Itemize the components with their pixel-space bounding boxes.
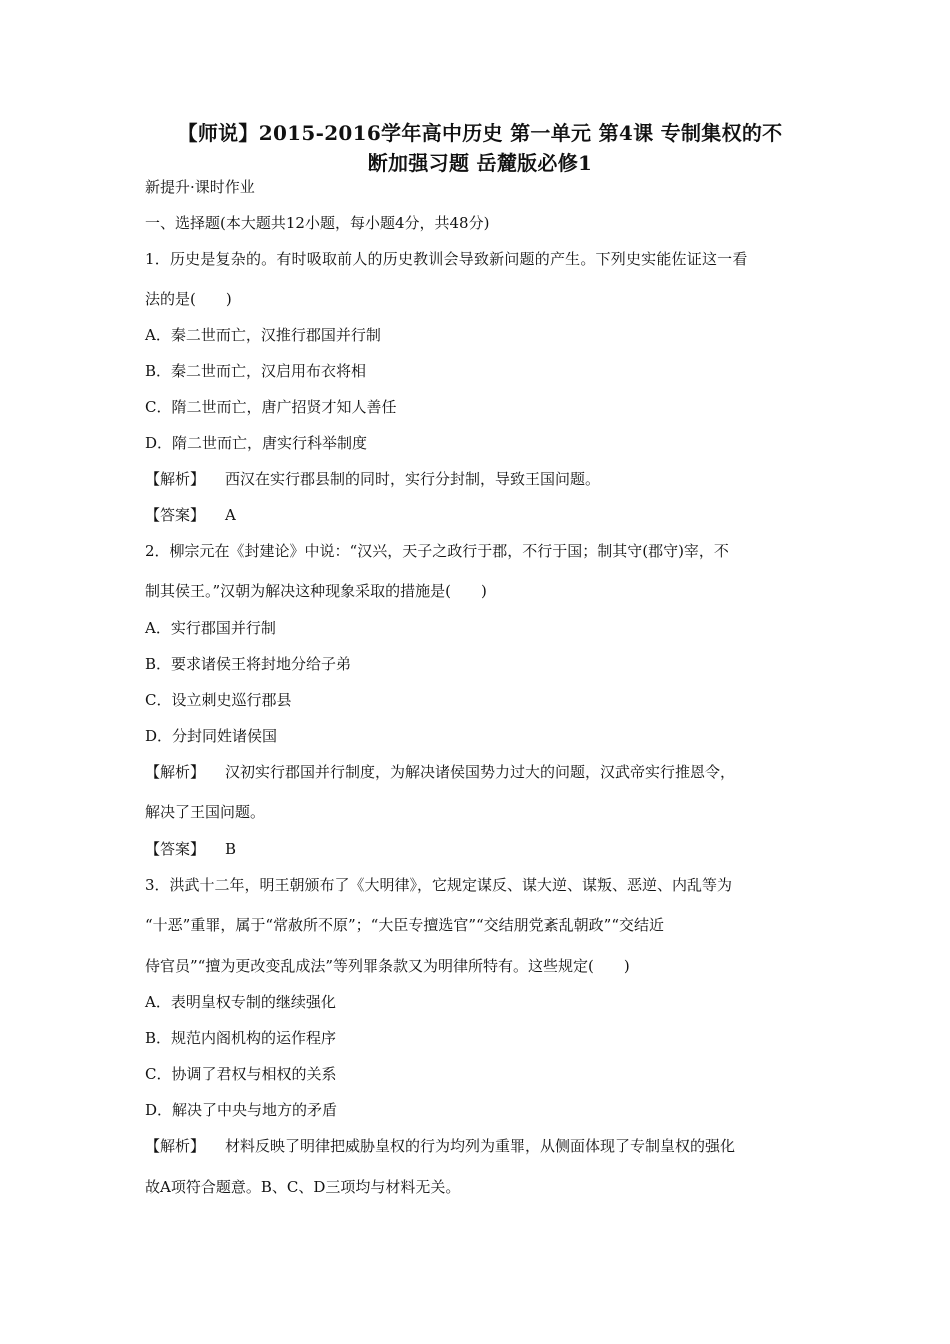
question-2-option-b: B．要求诸侯王将封地分给子弟 xyxy=(145,655,352,673)
title-line-1: 【师说】2015-2016学年高中历史 第一单元 第4课 专制集权的不 xyxy=(177,121,783,145)
analysis-text: 西汉在实行郡县制的同时，实行分封制，导致王国问题。 xyxy=(225,470,601,488)
answer-label: 【答案】 xyxy=(145,840,206,858)
question-2-option-c: C．设立刺史巡行郡县 xyxy=(145,691,292,709)
question-3-option-d: D．解决了中央与地方的矛盾 xyxy=(145,1101,338,1119)
question-3-option-c: C．协调了君权与相权的关系 xyxy=(145,1065,337,1083)
question-3-option-b: B．规范内阁机构的运作程序 xyxy=(145,1029,337,1047)
question-1-option-d: D．隋二世而亡，唐实行科举制度 xyxy=(145,434,368,452)
question-1-stem-line-2: 法的是( ) xyxy=(145,290,232,308)
question-3-analysis xyxy=(145,1135,735,1157)
question-3-option-a: A．表明皇权专制的继续强化 xyxy=(145,993,336,1011)
section-heading: 一、选择题(本大题共12小题，每小题4分，共48分) xyxy=(145,214,490,232)
question-1-option-c: C．隋二世而亡，唐广招贤才知人善任 xyxy=(145,398,397,416)
question-2-answer xyxy=(145,838,236,860)
title-line-2: 断加强习题 岳麓版必修1 xyxy=(367,151,593,175)
question-3-stem-line-3: 侍官员”“擅为更改变乱成法”等列罪条款又为明律所特有。这些规定( ) xyxy=(145,957,630,975)
answer-value: B xyxy=(225,840,237,858)
analysis-text: 材料反映了明律把威胁皇权的行为均列为重罪，从侧面体现了专制皇权的强化 xyxy=(225,1137,736,1155)
question-1-analysis xyxy=(145,468,600,490)
analysis-label: 【解析】 xyxy=(145,470,206,488)
subtitle: 新提升·课时作业 xyxy=(145,178,255,196)
question-2-stem-line-2: 制其侯王。”汉朝为解决这种现象采取的措施是( ) xyxy=(145,582,487,600)
question-1-stem-line-1: 1．历史是复杂的。有时吸取前人的历史教训会导致新问题的产生。下列史实能佐证这一看 xyxy=(145,250,748,268)
question-2-stem-line-1: 2．柳宗元在《封建论》中说：“汉兴，天子之政行于郡，不行于国；制其守(郡守)宰，不 xyxy=(145,542,729,560)
question-2-analysis-line-2: 解决了王国问题。 xyxy=(145,803,266,821)
question-2-option-a: A．实行郡国并行制 xyxy=(145,619,276,637)
analysis-label: 【解析】 xyxy=(145,763,206,781)
question-3-analysis-line-2: 故A项符合题意。B、C、D三项均与材料无关。 xyxy=(145,1178,461,1196)
question-1-answer xyxy=(145,504,236,526)
answer-label: 【答案】 xyxy=(145,506,206,524)
question-1-option-b: B．秦二世而亡，汉启用布衣将相 xyxy=(145,362,367,380)
document-title xyxy=(145,118,815,178)
analysis-text: 汉初实行郡国并行制度，为解决诸侯国势力过大的问题，汉武帝实行推恩令， xyxy=(225,763,736,781)
question-1-option-a: A．秦二世而亡，汉推行郡国并行制 xyxy=(145,326,381,344)
question-3-stem-line-1: 3．洪武十二年，明王朝颁布了《大明律》，它规定谋反、谋大逆、谋叛、恶逆、内乱等为 xyxy=(145,876,733,894)
question-2-analysis xyxy=(145,761,735,783)
analysis-label: 【解析】 xyxy=(145,1137,206,1155)
answer-value: A xyxy=(225,506,236,524)
question-3-stem-line-2: “十恶”重罪，属于“常赦所不原”；“大臣专擅选官”“交结朋党紊乱朝政”“交结近 xyxy=(145,916,665,934)
question-2-option-d: D．分封同姓诸侯国 xyxy=(145,727,278,745)
